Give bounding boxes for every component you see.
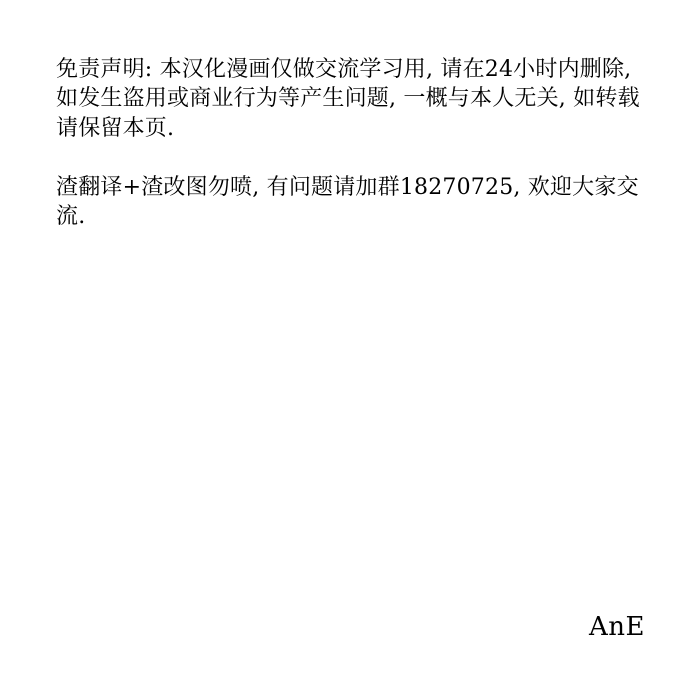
disclaimer-paragraph-1: 免责声明: 本汉化漫画仅做交流学习用, 请在24小时内删除, 如发生盗用或商业行为等产生问题, 一概与本人无关, 如转载请保留本页.: [56, 57, 640, 141]
signature-text: AnE: [588, 612, 645, 642]
disclaimer-block: [56, 33, 646, 253]
disclaimer-paragraph-2: 渣翻译+渣改图勿喷, 有问题请加群18270725, 欢迎大家交流.: [56, 174, 639, 229]
